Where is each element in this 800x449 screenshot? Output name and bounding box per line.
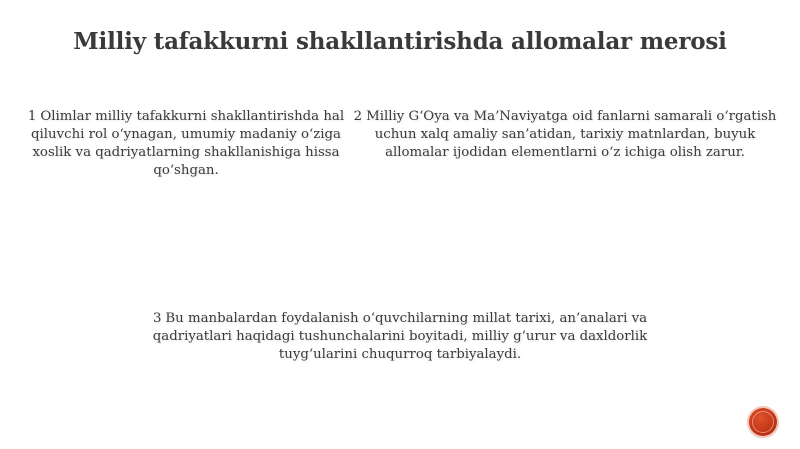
block-number: 2: [353, 109, 363, 124]
block-text: Bu manbalardan foydalanish o‘quvchilarning millat tarixi, an’analari va qadriyatlari haqidagi tushunchalarini boyitadi, milliy g‘urur va daxldorlik tuyg‘ularini chuqurroq tarbiyalaydi.: [152, 311, 648, 362]
text-block-1: [25, 108, 347, 180]
block-text: Milliy G‘Oya va Ma’Naviyatga oid fanlarni samarali o‘rgatish uchun xalq amaliy san’atidan, tarixiy matnlardan, buyuk allomalar ijodidan elementlarni o‘z ichiga olish zarur.: [366, 109, 777, 160]
block-number: 3: [152, 311, 162, 326]
slide-title: Milliy tafakkurni shakllantirishda allomalar merosi: [73, 28, 727, 55]
text-block-2: [345, 108, 785, 162]
text-block-3: [115, 310, 685, 364]
red-circle-button-icon[interactable]: [749, 408, 777, 436]
block-text: Olimlar milliy tafakkurni shakllantirishda hal qiluvchi rol o‘ynagan, umumiy madaniy o‘ziga xoslik va qadriyatlarning shakllanishiga hissa qo‘shgan.: [31, 109, 345, 178]
block-number: 1: [27, 109, 37, 124]
